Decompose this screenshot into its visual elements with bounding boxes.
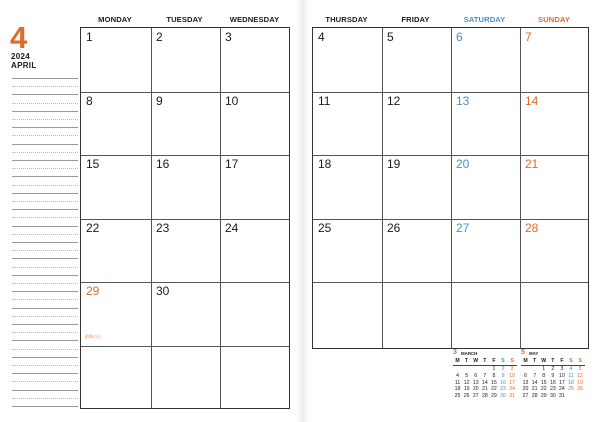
- weekday-header: FRIDAY: [401, 15, 430, 24]
- note-line: [12, 226, 78, 227]
- note-line: [12, 168, 78, 169]
- day-number[interactable]: 19: [387, 157, 401, 171]
- mini-day: 11: [454, 379, 461, 386]
- mini-day: [566, 393, 575, 400]
- day-number[interactable]: 10: [225, 93, 239, 108]
- mini-day: 5: [465, 372, 469, 379]
- mini-day: 6: [474, 372, 478, 379]
- mini-day: 2: [501, 366, 505, 373]
- note-line: [12, 152, 78, 153]
- day-number[interactable]: 26: [387, 220, 401, 235]
- mini-day: [530, 366, 539, 373]
- mini-day: 18: [454, 386, 461, 393]
- mini-weekday-row: [521, 358, 585, 366]
- grid-column-divider: [451, 28, 452, 348]
- mini-day: 28: [531, 392, 538, 399]
- note-line: [12, 250, 78, 251]
- note-line: [12, 316, 78, 317]
- right-page-grid: [312, 27, 589, 349]
- mini-day: 17: [509, 379, 515, 386]
- mini-day: 11: [568, 372, 574, 379]
- mini-week-row: [453, 386, 517, 393]
- note-line: [12, 160, 78, 161]
- mini-week-row: [521, 373, 585, 380]
- mini-day: 30: [500, 392, 506, 399]
- mini-day: 30: [549, 392, 556, 399]
- mini-day: 1: [542, 366, 546, 373]
- mini-weekday-initial: F: [492, 358, 496, 364]
- note-line: [12, 365, 78, 366]
- day-number[interactable]: 1: [86, 30, 93, 44]
- mini-week-row: [521, 380, 585, 387]
- mini-month-name: MAY: [529, 351, 539, 356]
- day-number[interactable]: 23: [156, 220, 170, 235]
- day-number[interactable]: 2: [156, 30, 163, 44]
- mini-day: 17: [559, 379, 565, 386]
- note-line: [12, 103, 78, 104]
- grid-row-divider: [81, 282, 289, 283]
- mini-calendar-header: [453, 350, 517, 358]
- mini-day: 26: [463, 392, 470, 399]
- mini-day: [521, 366, 530, 373]
- note-line: [12, 78, 78, 79]
- note-line: [12, 324, 78, 325]
- day-number[interactable]: 7: [525, 30, 532, 44]
- note-line: [12, 390, 78, 391]
- mini-day: 19: [577, 379, 583, 386]
- mini-day: 7: [533, 372, 537, 379]
- day-number[interactable]: 5: [387, 30, 394, 44]
- grid-column-divider: [520, 28, 521, 348]
- day-number[interactable]: 15: [86, 157, 100, 171]
- mini-weekday-initial: T: [465, 358, 469, 364]
- mini-day: 15: [491, 379, 497, 386]
- day-number[interactable]: 8: [86, 93, 93, 108]
- note-line: [12, 299, 78, 300]
- note-line: [12, 119, 78, 120]
- weekday-header: THURSDAY: [325, 15, 368, 24]
- mini-day: 22: [540, 386, 547, 393]
- mini-day: 29: [540, 392, 547, 399]
- note-line: [12, 357, 78, 358]
- note-line: [12, 373, 78, 374]
- mini-calendar-may: [521, 350, 585, 399]
- grid-row-divider: [81, 155, 289, 156]
- mini-day: 9: [501, 372, 505, 379]
- weekday-header: TUESDAY: [166, 15, 203, 24]
- mini-day: 27: [472, 392, 479, 399]
- mini-day: 21: [481, 386, 488, 393]
- grid-column-divider: [382, 28, 383, 348]
- note-line: [12, 332, 78, 333]
- mini-day: 2: [551, 366, 555, 373]
- mini-day: [576, 393, 585, 400]
- mini-day: 13: [522, 379, 529, 386]
- left-page-grid: [80, 27, 290, 409]
- note-line: [12, 185, 78, 186]
- mini-weekday-initial: T: [551, 358, 555, 364]
- mini-day: 27: [522, 392, 529, 399]
- mini-day: 31: [559, 392, 565, 399]
- mini-day: 5: [578, 366, 582, 373]
- note-line: [12, 193, 78, 194]
- weekday-header: MONDAY: [98, 15, 132, 24]
- mini-day: 20: [522, 386, 529, 393]
- mini-day: 19: [463, 386, 470, 393]
- note-line: [12, 308, 78, 309]
- day-number[interactable]: 16: [156, 157, 170, 171]
- note-line: [12, 275, 78, 276]
- day-number[interactable]: 27: [456, 220, 470, 235]
- mini-calendar-header: [521, 350, 585, 358]
- mini-day: [480, 366, 489, 373]
- mini-weekday-initial: S: [578, 358, 582, 364]
- day-number[interactable]: 20: [456, 157, 470, 171]
- mini-day: 14: [531, 379, 538, 386]
- mini-day: 25: [568, 386, 574, 393]
- note-line: [12, 111, 78, 112]
- mini-day: 16: [549, 379, 556, 386]
- mini-day: 15: [540, 379, 547, 386]
- page-spine: [296, 0, 310, 422]
- note-line: [12, 217, 78, 218]
- mini-weekday-initial: W: [473, 358, 479, 364]
- mini-day: 3: [510, 366, 514, 373]
- mini-month-number: 3: [453, 349, 457, 356]
- note-line: [12, 340, 78, 341]
- mini-day: 7: [483, 372, 487, 379]
- mini-weekday-initial: T: [483, 358, 487, 364]
- mini-day: 8: [492, 372, 496, 379]
- holiday-note: 昭和の日: [85, 334, 101, 339]
- day-number[interactable]: 9: [156, 93, 163, 108]
- weekday-header: SUNDAY: [538, 15, 570, 24]
- note-line: [12, 398, 78, 399]
- note-line: [12, 127, 78, 128]
- day-number[interactable]: 3: [225, 30, 232, 44]
- mini-day: 29: [491, 392, 497, 399]
- day-number[interactable]: 25: [318, 220, 332, 235]
- grid-row-divider: [313, 92, 588, 93]
- year-label: 2024: [11, 52, 30, 61]
- mini-day: 23: [549, 386, 556, 393]
- mini-day: 13: [472, 379, 479, 386]
- note-line: [12, 176, 78, 177]
- mini-week-row: [521, 366, 585, 373]
- note-line: [12, 291, 78, 292]
- mini-weekday-initial: T: [533, 358, 537, 364]
- day-number[interactable]: 17: [225, 157, 239, 171]
- note-line: [12, 209, 78, 210]
- day-number[interactable]: 13: [456, 93, 470, 108]
- mini-day: 23: [500, 386, 506, 393]
- mini-day: 22: [491, 386, 497, 393]
- note-line: [12, 94, 78, 95]
- weekday-header: SATURDAY: [463, 15, 506, 24]
- mini-day: 10: [559, 372, 565, 379]
- day-number[interactable]: 12: [387, 93, 401, 108]
- mini-calendar-march: [453, 350, 517, 399]
- day-number[interactable]: 6: [456, 30, 463, 44]
- mini-day: 8: [542, 372, 546, 379]
- day-number[interactable]: 22: [86, 220, 100, 235]
- mini-weekday-initial: W: [541, 358, 547, 364]
- mini-day: 4: [569, 366, 573, 373]
- mini-week-row: [453, 393, 517, 400]
- mini-day: [462, 366, 471, 373]
- note-line: [12, 406, 78, 407]
- mini-day: 28: [481, 392, 488, 399]
- mini-day: 4: [456, 372, 459, 379]
- note-line: [12, 349, 78, 350]
- mini-day: 31: [509, 392, 515, 399]
- grid-row-divider: [313, 155, 588, 156]
- mini-day: 24: [509, 386, 515, 393]
- day-number[interactable]: 30: [156, 284, 170, 298]
- mini-weekday-initial: M: [455, 358, 460, 364]
- mini-day: 18: [568, 379, 574, 386]
- mini-weekday-initial: M: [523, 358, 528, 364]
- note-line: [12, 242, 78, 243]
- mini-day: 3: [560, 366, 564, 373]
- note-line: [12, 267, 78, 268]
- mini-day: 14: [481, 379, 488, 386]
- mini-weekday-initial: F: [560, 358, 564, 364]
- day-number[interactable]: 28: [525, 220, 539, 235]
- mini-day: 21: [531, 386, 538, 393]
- grid-row-divider: [81, 346, 289, 347]
- day-number[interactable]: 11: [318, 93, 331, 108]
- mini-day: 16: [500, 379, 506, 386]
- mini-weekday-initial: S: [510, 358, 514, 364]
- mini-day: 25: [454, 392, 461, 399]
- mini-month-name: MARCH: [461, 351, 478, 356]
- mini-week-row: [453, 373, 517, 380]
- mini-day: 12: [463, 379, 470, 386]
- mini-month-number: 5: [521, 349, 525, 356]
- note-line: [12, 144, 78, 145]
- mini-weekday-row: [453, 358, 517, 366]
- mini-week-row: [453, 366, 517, 373]
- mini-week-row: [521, 386, 585, 393]
- mini-day: [471, 366, 480, 373]
- grid-row-divider: [313, 282, 588, 283]
- day-number[interactable]: 14: [525, 93, 539, 108]
- mini-week-row: [521, 393, 585, 400]
- note-line: [12, 283, 78, 284]
- note-line: [12, 86, 78, 87]
- mini-weekday-initial: S: [569, 358, 573, 364]
- note-line: [12, 258, 78, 259]
- day-number[interactable]: 18: [318, 157, 332, 171]
- note-line: [12, 201, 78, 202]
- day-number[interactable]: 24: [225, 220, 239, 235]
- grid-row-divider: [313, 219, 588, 220]
- note-line: [12, 234, 78, 235]
- month-number: 4: [10, 20, 28, 55]
- day-number[interactable]: 21: [525, 157, 539, 171]
- grid-row-divider: [81, 92, 289, 93]
- mini-day: 20: [472, 386, 479, 393]
- grid-row-divider: [81, 219, 289, 220]
- mini-day: 24: [559, 386, 565, 393]
- mini-day: [453, 366, 462, 373]
- day-number[interactable]: 4: [318, 30, 325, 44]
- mini-day: 1: [492, 366, 496, 373]
- mini-day: 26: [577, 386, 583, 393]
- mini-day: 9: [551, 372, 555, 379]
- mini-day: 10: [509, 372, 515, 379]
- mini-weekday-initial: S: [501, 358, 505, 364]
- mini-week-row: [453, 380, 517, 387]
- note-line: [12, 135, 78, 136]
- day-number[interactable]: 29: [86, 284, 100, 298]
- mini-day: 6: [524, 372, 527, 379]
- note-line: [12, 381, 78, 382]
- weekday-header: WEDNESDAY: [229, 15, 280, 24]
- mini-day: 12: [577, 372, 583, 379]
- month-name: APRIL: [11, 61, 37, 70]
